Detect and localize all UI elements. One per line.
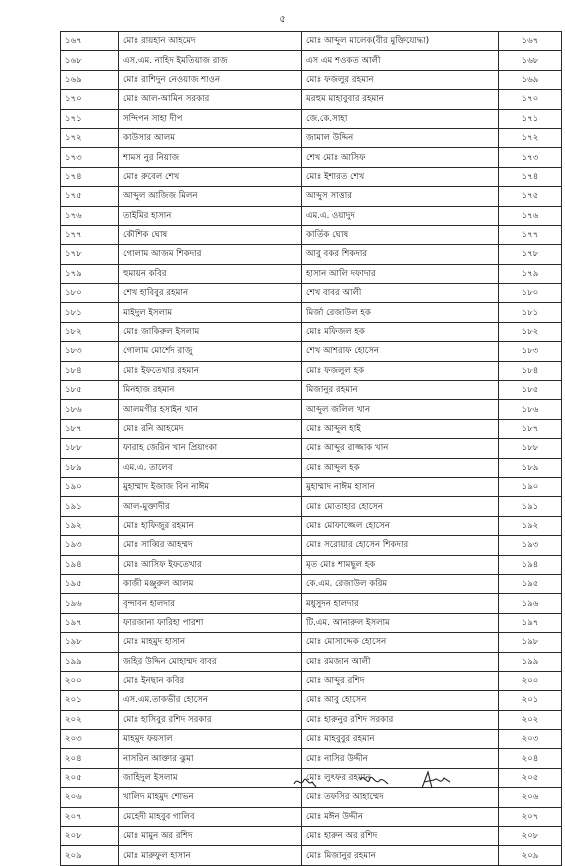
- table-row: [61, 361, 562, 380]
- candidate-name-cell: গোলাম মোর্শেদ রাজু: [119, 342, 302, 361]
- roll-cell: ২০৬: [499, 788, 562, 807]
- table-row: [61, 730, 562, 749]
- roll-cell: ১৭৪: [499, 167, 562, 186]
- serial-cell: ১৯৬: [61, 594, 119, 613]
- handwritten-signatures: [290, 768, 460, 792]
- father-name-cell: এস এম শওকত আলী: [302, 51, 499, 70]
- father-name-cell: মোঃ আব্দুল হাই: [302, 419, 499, 438]
- table-row: [61, 109, 562, 128]
- candidate-name-cell: মিনহাজ রহমান: [119, 381, 302, 400]
- roll-cell: ১৭৭: [499, 225, 562, 244]
- serial-cell: ১৯৭: [61, 613, 119, 632]
- father-name-cell: মোঃ ফজলুর রহমান: [302, 70, 499, 89]
- table-row: [61, 148, 562, 167]
- table-row: [61, 51, 562, 70]
- father-name-cell: মোঃ মোসাদ্দেক হোসেন: [302, 633, 499, 652]
- signatures: [290, 768, 460, 792]
- candidate-name-cell: মোঃ ইনছান কবির: [119, 671, 302, 690]
- candidate-name-cell: গোলাম আজম শিকদার: [119, 245, 302, 264]
- roll-cell: ২০৫: [499, 768, 562, 787]
- serial-cell: ১৭২: [61, 128, 119, 147]
- serial-cell: ১৯৫: [61, 574, 119, 593]
- roll-cell: ১৭৫: [499, 187, 562, 206]
- roll-cell: ২০৭: [499, 807, 562, 826]
- table-row: [61, 555, 562, 574]
- roll-cell: ২০৮: [499, 827, 562, 846]
- father-name-cell: মোঃ নাসির উদ্দীন: [302, 749, 499, 768]
- table-row: [61, 342, 562, 361]
- roll-cell: ১৮৭: [499, 419, 562, 438]
- table-row: [61, 284, 562, 303]
- candidate-name-cell: মাইদুল ইসলাম: [119, 303, 302, 322]
- roll-cell: ১৯৬: [499, 594, 562, 613]
- table-row: [61, 652, 562, 671]
- candidate-name-cell: ফারজানা ফারিহা পারশা: [119, 613, 302, 632]
- serial-cell: ১৮৫: [61, 381, 119, 400]
- father-name-cell: জামাল উদ্দিন: [302, 128, 499, 147]
- father-name-cell: মোঃ ইশারত শেখ: [302, 167, 499, 186]
- serial-cell: ১৭৮: [61, 245, 119, 264]
- father-name-cell: মোঃ মাহবুবুর রহমান: [302, 730, 499, 749]
- roll-cell: ১৭৮: [499, 245, 562, 264]
- father-name-cell: মরহুম মাহাবুবার রহমান: [302, 90, 499, 109]
- candidate-name-cell: মোঃ জাকিরুল ইসলাম: [119, 322, 302, 341]
- roll-cell: ১৯৫: [499, 574, 562, 593]
- roll-cell: ২০৪: [499, 749, 562, 768]
- roll-cell: ১৭৩: [499, 148, 562, 167]
- serial-cell: ১৬৯: [61, 70, 119, 89]
- roll-cell: ১৮৬: [499, 400, 562, 419]
- father-name-cell: শেখ আশরাফ হোসেন: [302, 342, 499, 361]
- serial-cell: ১৮৮: [61, 439, 119, 458]
- father-name-cell: মোঃ তফসির আহাম্মেদ: [302, 788, 499, 807]
- serial-cell: ১৭৯: [61, 264, 119, 283]
- father-name-cell: মোঃ রমজান আলী: [302, 652, 499, 671]
- father-name-cell: মোঃ মোফাজ্জেল হোসেন: [302, 516, 499, 535]
- father-name-cell: মোঃ মফিজল হক: [302, 322, 499, 341]
- serial-cell: ২০১: [61, 691, 119, 710]
- father-name-cell: হাসান আলি দফাদার: [302, 264, 499, 283]
- table-row: [61, 671, 562, 690]
- candidate-name-cell: মোঃ মামুন অর রশিদ: [119, 827, 302, 846]
- table-row: [61, 419, 562, 438]
- table-row: [61, 128, 562, 147]
- father-name-cell: কার্তিক ঘোষ: [302, 225, 499, 244]
- father-name-cell: মোঃ মোতাহার হোসেন: [302, 497, 499, 516]
- father-name-cell: মুহাম্মাদ নাঈম হাসান: [302, 477, 499, 496]
- candidate-name-cell: মোঃ রায়হান আহমেদ: [119, 32, 302, 51]
- table-row: [61, 458, 562, 477]
- candidate-name-cell: সন্দিপন সাহা দীপ: [119, 109, 302, 128]
- father-name-cell: মৃত মোঃ শামছুল হক: [302, 555, 499, 574]
- serial-cell: ২০৮: [61, 827, 119, 846]
- candidate-name-cell: হুমায়ন কবির: [119, 264, 302, 283]
- father-name-cell: শেখ মোঃ আসিফ: [302, 148, 499, 167]
- roll-cell: ১৯৪: [499, 555, 562, 574]
- roll-cell: ১৭১: [499, 109, 562, 128]
- father-name-cell: মিজানুর রহমান: [302, 381, 499, 400]
- table-row: [61, 90, 562, 109]
- candidate-name-cell: জহির উদ্দিন মোহাম্মদ বাবর: [119, 652, 302, 671]
- candidate-name-cell: মোঃ মাহমুদ হাসান: [119, 633, 302, 652]
- serial-cell: ১৯৩: [61, 536, 119, 555]
- serial-cell: ১৭৩: [61, 148, 119, 167]
- candidate-name-cell: এস.এম.তাকভীর হোসেন: [119, 691, 302, 710]
- roll-cell: ১৬৮: [499, 51, 562, 70]
- candidate-name-cell: আলমগীর হসাইন খান: [119, 400, 302, 419]
- serial-cell: ২০৭: [61, 807, 119, 826]
- serial-cell: ২০০: [61, 671, 119, 690]
- father-name-cell: মোঃ আব্দুর রাজ্জাক খান: [302, 439, 499, 458]
- serial-cell: ২০৯: [61, 846, 119, 865]
- candidate-name-cell: মোঃ আসিফ ইফতেখার: [119, 555, 302, 574]
- candidate-name-cell: মোঃ রাশিদুন নেওয়াজ শাওন: [119, 70, 302, 89]
- roll-cell: ১৬৯: [499, 70, 562, 89]
- father-name-cell: মোঃ আব্দুল হক: [302, 458, 499, 477]
- candidate-name-cell: তাইমির হাসান: [119, 206, 302, 225]
- candidate-name-cell: নাসরিন আক্তার ঝুমা: [119, 749, 302, 768]
- table-row: [61, 574, 562, 593]
- father-name-cell: মোঃ আব্দুর রশিদ: [302, 671, 499, 690]
- candidate-name-cell: মোঃ হাসিবুর রশিদ সরকার: [119, 710, 302, 729]
- table-row: [61, 70, 562, 89]
- father-name-cell: আব্দুল জলিল খান: [302, 400, 499, 419]
- table-row: [61, 807, 562, 826]
- father-name-cell: মোঃ হারুনুর রশিদ সরকার: [302, 710, 499, 729]
- table-row: [61, 32, 562, 51]
- serial-cell: ১৬৮: [61, 51, 119, 70]
- page-number: ৫: [279, 14, 286, 25]
- serial-cell: ১৮২: [61, 322, 119, 341]
- table-row: [61, 206, 562, 225]
- table-row: [61, 846, 562, 865]
- table-row: [61, 710, 562, 729]
- table-row: [61, 749, 562, 768]
- candidate-name-cell: কাউসার আলম: [119, 128, 302, 147]
- serial-cell: ১৯৪: [61, 555, 119, 574]
- roll-cell: ২০০: [499, 671, 562, 690]
- serial-cell: ১৮৯: [61, 458, 119, 477]
- candidate-name-cell: ফারাহ জেরিন খান প্রিয়াংকা: [119, 439, 302, 458]
- table-row: [61, 594, 562, 613]
- father-name-cell: এম.এ. ওয়াদুদ: [302, 206, 499, 225]
- roll-cell: ১৯৮: [499, 633, 562, 652]
- candidate-name-cell: মুহাম্মাদ ইজাজ বিন নাঈম: [119, 477, 302, 496]
- serial-cell: ২০৬: [61, 788, 119, 807]
- father-name-cell: মোঃ সরোয়ার হোসেন শিকদার: [302, 536, 499, 555]
- table-row: [61, 187, 562, 206]
- roll-cell: ১৯৩: [499, 536, 562, 555]
- father-name-cell: কে.এম. রেজাউল করিম: [302, 574, 499, 593]
- table-row: [61, 536, 562, 555]
- roll-cell: ১৮২: [499, 322, 562, 341]
- roll-cell: ১৮৯: [499, 458, 562, 477]
- serial-cell: ১৬৭: [61, 32, 119, 51]
- candidate-name-cell: কৌশিক ঘোষ: [119, 225, 302, 244]
- serial-cell: ১৯১: [61, 497, 119, 516]
- table-row: [61, 400, 562, 419]
- candidate-name-cell: জাহিদুল ইসলাম: [119, 768, 302, 787]
- roll-cell: ১৭৬: [499, 206, 562, 225]
- table-row: [61, 245, 562, 264]
- father-name-cell: আবু বকর শিকদার: [302, 245, 499, 264]
- serial-cell: ১৯৯: [61, 652, 119, 671]
- serial-cell: ২০২: [61, 710, 119, 729]
- candidate-name-cell: মোঃ সাব্বির আহম্মদ: [119, 536, 302, 555]
- father-name-cell: মির্জা রেজাউল হক: [302, 303, 499, 322]
- candidate-name-cell: মেহেদী মাহবুব গালিব: [119, 807, 302, 826]
- roll-cell: ১৮০: [499, 284, 562, 303]
- roll-cell: ১৯৭: [499, 613, 562, 632]
- table-row: [61, 439, 562, 458]
- candidate-name-cell: মাহমুদ ফয়সাল: [119, 730, 302, 749]
- candidate-name-cell: মোঃ রনি আহমেদ: [119, 419, 302, 438]
- roll-cell: ১৭২: [499, 128, 562, 147]
- roll-cell: ১৭৯: [499, 264, 562, 283]
- candidate-table-body: [61, 32, 562, 866]
- table-row: [61, 516, 562, 535]
- roll-cell: ২০৯: [499, 846, 562, 865]
- roll-cell: ১৭০: [499, 90, 562, 109]
- serial-cell: ১৭৬: [61, 206, 119, 225]
- serial-cell: ১৮৩: [61, 342, 119, 361]
- table-row: [61, 303, 562, 322]
- candidate-name-cell: মোঃ ইফতেখার রহমান: [119, 361, 302, 380]
- serial-cell: ১৭৭: [61, 225, 119, 244]
- candidate-name-cell: কাজী মঞ্জুরুল আলম: [119, 574, 302, 593]
- candidate-name-cell: মোঃ হাফিজুর রহমান: [119, 516, 302, 535]
- serial-cell: ১৮১: [61, 303, 119, 322]
- table-row: [61, 633, 562, 652]
- father-name-cell: জে.কে.সাহা: [302, 109, 499, 128]
- serial-cell: ১৮৬: [61, 400, 119, 419]
- serial-cell: ২০৩: [61, 730, 119, 749]
- serial-cell: ১৯০: [61, 477, 119, 496]
- serial-cell: ২০৫: [61, 768, 119, 787]
- father-name-cell: মোঃ মিজানুর রহমান: [302, 846, 499, 865]
- serial-cell: ১৮৪: [61, 361, 119, 380]
- roll-cell: ১৯২: [499, 516, 562, 535]
- candidate-name-cell: মোঃ মারুফুল হাসান: [119, 846, 302, 865]
- father-name-cell: শেখ বাবর আলী: [302, 284, 499, 303]
- table-row: [61, 691, 562, 710]
- serial-cell: ১৮৭: [61, 419, 119, 438]
- roll-cell: ২০১: [499, 691, 562, 710]
- father-name-cell: মোঃ লুৎফর রহমান: [302, 768, 499, 787]
- table-row: [61, 167, 562, 186]
- candidate-name-cell: শেখ হাবিবুর রহমান: [119, 284, 302, 303]
- father-name-cell: মোঃ হারুন অর রশিদ: [302, 827, 499, 846]
- candidate-name-cell: খালিদ মাহমুদ শোভন: [119, 788, 302, 807]
- roll-cell: ১৮১: [499, 303, 562, 322]
- table-row: [61, 827, 562, 846]
- roll-cell: ১৬৭: [499, 32, 562, 51]
- candidate-name-cell: শামস নুর নিয়াজ: [119, 148, 302, 167]
- roll-cell: ১৮৩: [499, 342, 562, 361]
- table-row: [61, 322, 562, 341]
- father-name-cell: আব্দুস সাত্তার: [302, 187, 499, 206]
- candidate-name-cell: এস.এম. নাহিদ ইমতিয়াজ রাজ: [119, 51, 302, 70]
- roll-cell: ১৮৪: [499, 361, 562, 380]
- father-name-cell: মোঃ মঈন উদ্দীন: [302, 807, 499, 826]
- serial-cell: ১৮০: [61, 284, 119, 303]
- table-row: [61, 477, 562, 496]
- roll-cell: ১৮৫: [499, 381, 562, 400]
- roll-cell: ১৯৯: [499, 652, 562, 671]
- father-name-cell: মোঃ আব্দুল মালেক(বীর মুক্তিযোদ্ধা): [302, 32, 499, 51]
- candidate-name-cell: আব্দুল আজিজ মিলন: [119, 187, 302, 206]
- roll-cell: ১৯০: [499, 477, 562, 496]
- father-name-cell: মোঃ আবু হোসেন: [302, 691, 499, 710]
- serial-cell: ১৭৫: [61, 187, 119, 206]
- candidate-name-cell: এম.এ. তালেব: [119, 458, 302, 477]
- serial-cell: ১৭০: [61, 90, 119, 109]
- serial-cell: ১৭১: [61, 109, 119, 128]
- roll-cell: ২০৩: [499, 730, 562, 749]
- table-row: [61, 497, 562, 516]
- table-row: [61, 264, 562, 283]
- roll-cell: ১৯১: [499, 497, 562, 516]
- table-row: [61, 225, 562, 244]
- father-name-cell: মোঃ ফজলুল হক: [302, 361, 499, 380]
- serial-cell: ১৯২: [61, 516, 119, 535]
- table-row: [61, 613, 562, 632]
- candidate-table: [60, 31, 562, 866]
- father-name-cell: মধুসুদন হালদার: [302, 594, 499, 613]
- roll-cell: ১৮৮: [499, 439, 562, 458]
- candidate-name-cell: মোঃ রুবেল শেখ: [119, 167, 302, 186]
- serial-cell: ১৭৪: [61, 167, 119, 186]
- serial-cell: ১৯৮: [61, 633, 119, 652]
- candidate-name-cell: বৃন্দাবন হালদার: [119, 594, 302, 613]
- table-row: [61, 381, 562, 400]
- candidate-name-cell: মোঃ আল-আমিন সরকার: [119, 90, 302, 109]
- candidate-name-cell: আল-মুক্তাদীর: [119, 497, 302, 516]
- roll-cell: ২০২: [499, 710, 562, 729]
- serial-cell: ২০৪: [61, 749, 119, 768]
- father-name-cell: টি.এম. আনারুল ইসলাম: [302, 613, 499, 632]
